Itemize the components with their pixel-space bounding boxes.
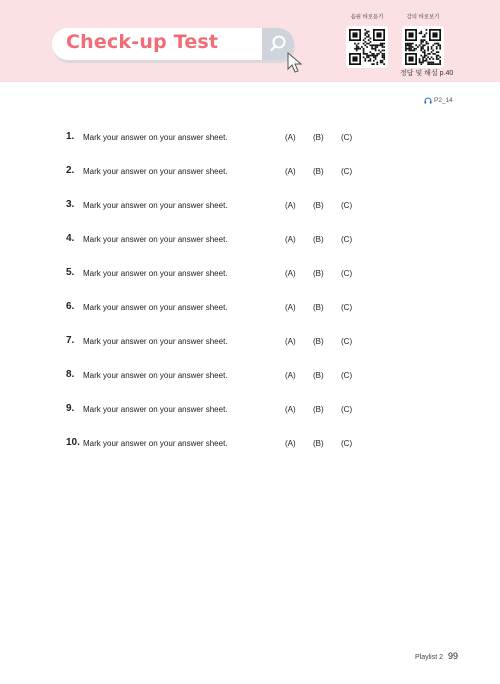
question-number: 8. (66, 369, 75, 380)
question-text: Mark your answer on your answer sheet. (83, 167, 228, 176)
option-b[interactable]: (B) (313, 371, 324, 380)
option-c[interactable]: (C) (341, 371, 353, 380)
option-c[interactable]: (C) (341, 269, 353, 278)
option-b[interactable]: (B) (313, 337, 324, 346)
option-c[interactable]: (C) (341, 303, 353, 312)
question-number: 9. (66, 403, 75, 414)
question-number: 6. (66, 301, 75, 312)
question-number: 7. (66, 335, 75, 346)
question-row (66, 199, 386, 215)
qr-pattern (349, 29, 385, 65)
option-a[interactable]: (A) (285, 371, 296, 380)
option-c[interactable]: (C) (341, 167, 353, 176)
option-a[interactable]: (A) (285, 133, 296, 142)
question-number: 5. (66, 267, 75, 278)
qr-code-audio-icon[interactable] (346, 26, 388, 68)
option-a[interactable]: (A) (285, 303, 296, 312)
page-title: Check-up Test (66, 31, 219, 53)
question-text: Mark your answer on your answer sheet. (83, 439, 228, 448)
option-a[interactable]: (A) (285, 235, 296, 244)
question-number: 1. (66, 131, 75, 142)
page-footer (415, 651, 458, 661)
question-number: 2. (66, 165, 75, 176)
option-a[interactable]: (A) (285, 405, 296, 414)
option-b[interactable]: (B) (313, 201, 324, 210)
question-text: Mark your answer on your answer sheet. (83, 133, 228, 142)
option-a[interactable]: (A) (285, 167, 296, 176)
option-b[interactable]: (B) (313, 133, 324, 142)
question-row (66, 131, 386, 147)
question-row (66, 301, 386, 317)
footer-section-label: Playlist 2 (415, 654, 444, 661)
page-number: 99 (448, 651, 459, 661)
question-number: 10. (66, 437, 80, 448)
question-text: Mark your answer on your answer sheet. (83, 303, 228, 312)
option-c[interactable]: (C) (341, 337, 353, 346)
option-c[interactable]: (C) (341, 201, 353, 210)
option-b[interactable]: (B) (313, 269, 324, 278)
option-a[interactable]: (A) (285, 337, 296, 346)
qr-lecture-label: 강의 바로보기 (406, 14, 440, 21)
question-text: Mark your answer on your answer sheet. (83, 337, 228, 346)
option-b[interactable]: (B) (313, 439, 324, 448)
option-c[interactable]: (C) (341, 439, 353, 448)
option-b[interactable]: (B) (313, 303, 324, 312)
answer-reference: 정답 및 해설 p.40 (400, 70, 454, 77)
option-c[interactable]: (C) (341, 235, 353, 244)
question-row (66, 165, 386, 181)
track-label: P2_14 (434, 97, 453, 104)
question-text: Mark your answer on your answer sheet. (83, 235, 228, 244)
option-a[interactable]: (A) (285, 269, 296, 278)
qr-lecture-block (400, 12, 446, 68)
question-number: 3. (66, 199, 75, 210)
qr-code-lecture-icon[interactable] (402, 26, 444, 68)
qr-pattern (405, 29, 441, 65)
option-b[interactable]: (B) (313, 235, 324, 244)
question-row (66, 233, 386, 249)
audio-track-ref (424, 97, 453, 104)
qr-audio-block (344, 12, 390, 68)
option-a[interactable]: (A) (285, 439, 296, 448)
question-text: Mark your answer on your answer sheet. (83, 201, 228, 210)
question-text: Mark your answer on your answer sheet. (83, 405, 228, 414)
question-row (66, 369, 386, 385)
question-row (66, 335, 386, 351)
pointer-cursor-icon (286, 52, 304, 74)
qr-audio-label: 음원 바로듣기 (350, 14, 384, 21)
question-row (66, 437, 386, 453)
question-number: 4. (66, 233, 75, 244)
question-row (66, 403, 386, 419)
question-text: Mark your answer on your answer sheet. (83, 269, 228, 278)
option-b[interactable]: (B) (313, 405, 324, 414)
option-a[interactable]: (A) (285, 201, 296, 210)
question-row (66, 267, 386, 283)
title-search-bar (52, 28, 294, 60)
headphones-icon (424, 97, 432, 104)
option-c[interactable]: (C) (341, 133, 353, 142)
option-c[interactable]: (C) (341, 405, 353, 414)
option-b[interactable]: (B) (313, 167, 324, 176)
question-text: Mark your answer on your answer sheet. (83, 371, 228, 380)
